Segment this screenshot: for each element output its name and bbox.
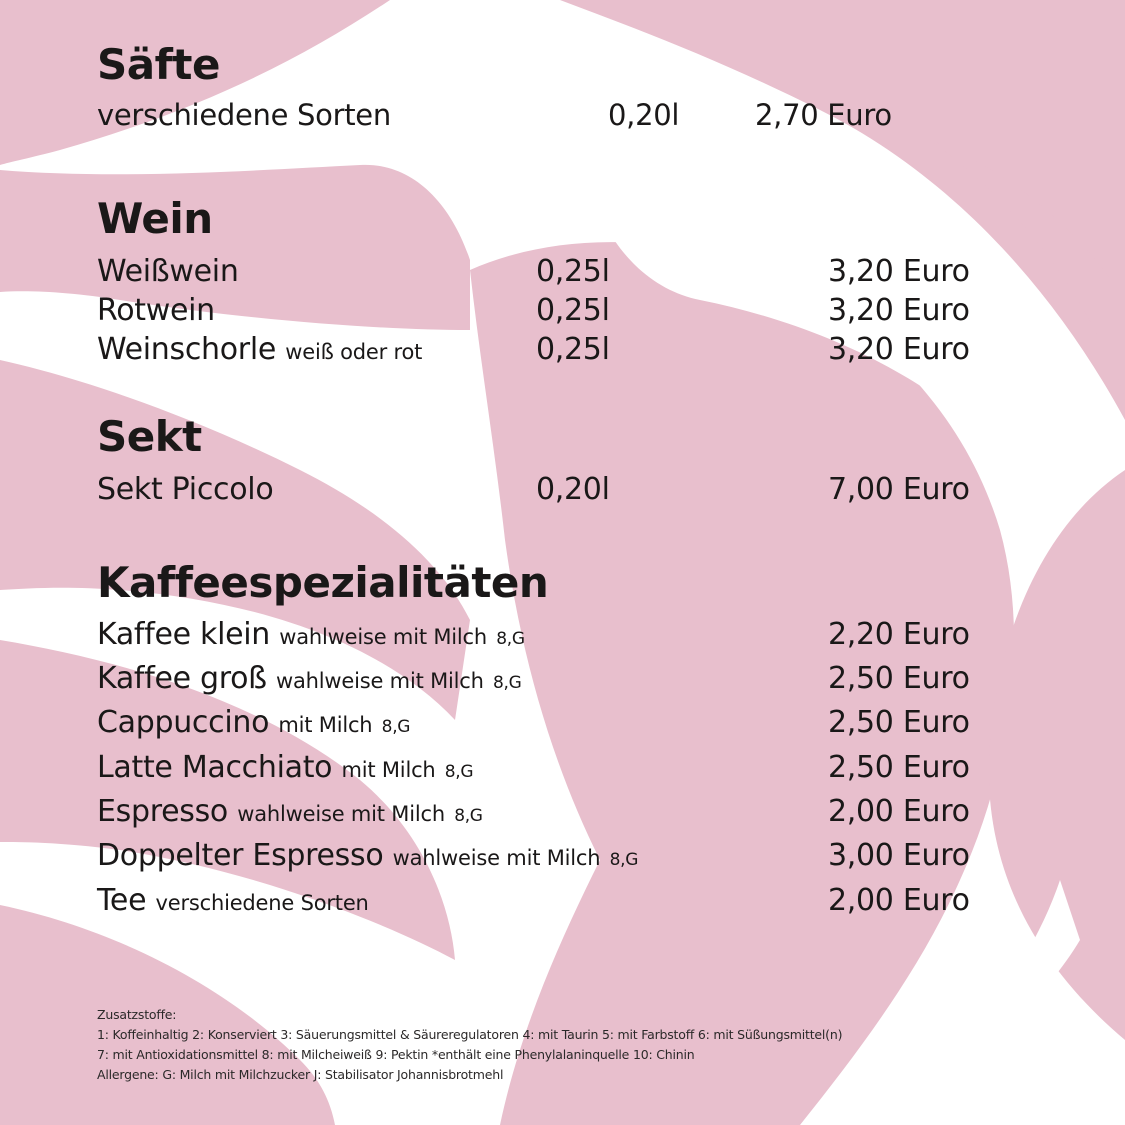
item-price: 3,20 Euro: [828, 293, 970, 328]
item-note: wahlweise mit Milch: [237, 802, 445, 826]
item-note: wahlweise mit Milch: [276, 669, 484, 693]
menu-row: [97, 787, 997, 827]
menu-row: [97, 286, 997, 326]
footnote-title: Zusatzstoffe:: [97, 1007, 177, 1022]
menu-row: [97, 698, 997, 738]
menu-row: [97, 654, 997, 694]
item-price: 2,20 Euro: [828, 617, 970, 652]
item-code: 8,G: [444, 762, 474, 782]
item-name: Sekt Piccolo: [97, 472, 274, 507]
menu-row: [97, 90, 997, 130]
item-note: verschiedene Sorten: [155, 891, 369, 915]
item-price: 2,50 Euro: [828, 661, 970, 696]
footnote-line: 1: Koffeinhaltig 2: Konserviert 3: Säuerungsmittel & Säureregulatoren 4: mit Taurin 5: mit Farbstoff 6: mit Süßungsmittel(n): [97, 1027, 843, 1042]
item-price: 3,20 Euro: [828, 254, 970, 289]
item-price: 2,50 Euro: [828, 705, 970, 740]
item-size: 0,25l: [536, 254, 610, 289]
item-code: 8,G: [381, 717, 411, 737]
item-size: 0,20l: [608, 98, 680, 132]
menu-row: [97, 247, 997, 287]
item-name: Doppelter Espresso wahlweise mit Milch 8,G: [97, 838, 639, 873]
item-code: 8,G: [454, 806, 483, 826]
menu-row: [97, 465, 997, 505]
section-title-kaffee: Kaffeespezialitäten: [97, 558, 549, 607]
section-title-sekt: Sekt: [97, 412, 202, 461]
item-price: 7,00 Euro: [828, 472, 970, 507]
item-name: Espresso wahlweise mit Milch 8,G: [97, 794, 483, 829]
item-name: Kaffee klein wahlweise mit Milch 8,G: [97, 617, 525, 652]
item-size: 0,25l: [536, 293, 610, 328]
item-size: 0,25l: [536, 332, 610, 367]
item-name: Weißwein: [97, 254, 239, 289]
item-code: 8,G: [492, 673, 522, 693]
item-name: Cappuccino mit Milch 8,G: [97, 705, 411, 740]
item-name: Kaffee groß wahlweise mit Milch 8,G: [97, 661, 522, 696]
section-title-wein: Wein: [97, 194, 213, 243]
menu-row: [97, 610, 997, 650]
item-size: 0,20l: [536, 472, 610, 507]
menu-row: [97, 876, 997, 916]
item-price: 2,00 Euro: [828, 794, 970, 829]
footnote-line: Allergene: G: Milch mit Milchzucker J: Stabilisator Johannisbrotmehl: [97, 1067, 504, 1082]
item-name: verschiedene Sorten: [97, 98, 391, 132]
item-name: Weinschorle weiß oder rot: [97, 332, 423, 367]
menu-row: [97, 743, 997, 783]
item-name: Tee verschiedene Sorten: [97, 883, 369, 918]
item-name: Latte Macchiato mit Milch 8,G: [97, 750, 474, 785]
item-note: mit Milch: [278, 713, 373, 737]
item-note: mit Milch: [341, 758, 436, 782]
section-title-saefte: Säfte: [97, 40, 220, 89]
item-price: 3,00 Euro: [828, 838, 970, 873]
item-code: 8,G: [496, 629, 525, 649]
menu-row: [97, 831, 997, 871]
item-name: Rotwein: [97, 293, 215, 328]
item-price: 2,70 Euro: [755, 98, 892, 132]
item-price: 3,20 Euro: [828, 332, 970, 367]
item-price: 2,00 Euro: [828, 883, 970, 918]
item-price: 2,50 Euro: [828, 750, 970, 785]
item-note: wahlweise mit Milch: [279, 625, 487, 649]
additives-footnote: [97, 1005, 842, 1085]
item-note: wahlweise mit Milch: [392, 846, 601, 870]
item-code: 8,G: [609, 850, 639, 870]
footnote-line: 7: mit Antioxidationsmittel 8: mit Milcheiweiß 9: Pektin *enthält eine Phenylalaninquelle 10: Chinin: [97, 1047, 695, 1062]
menu-row: [97, 325, 997, 365]
item-note: weiß oder rot: [285, 340, 423, 364]
